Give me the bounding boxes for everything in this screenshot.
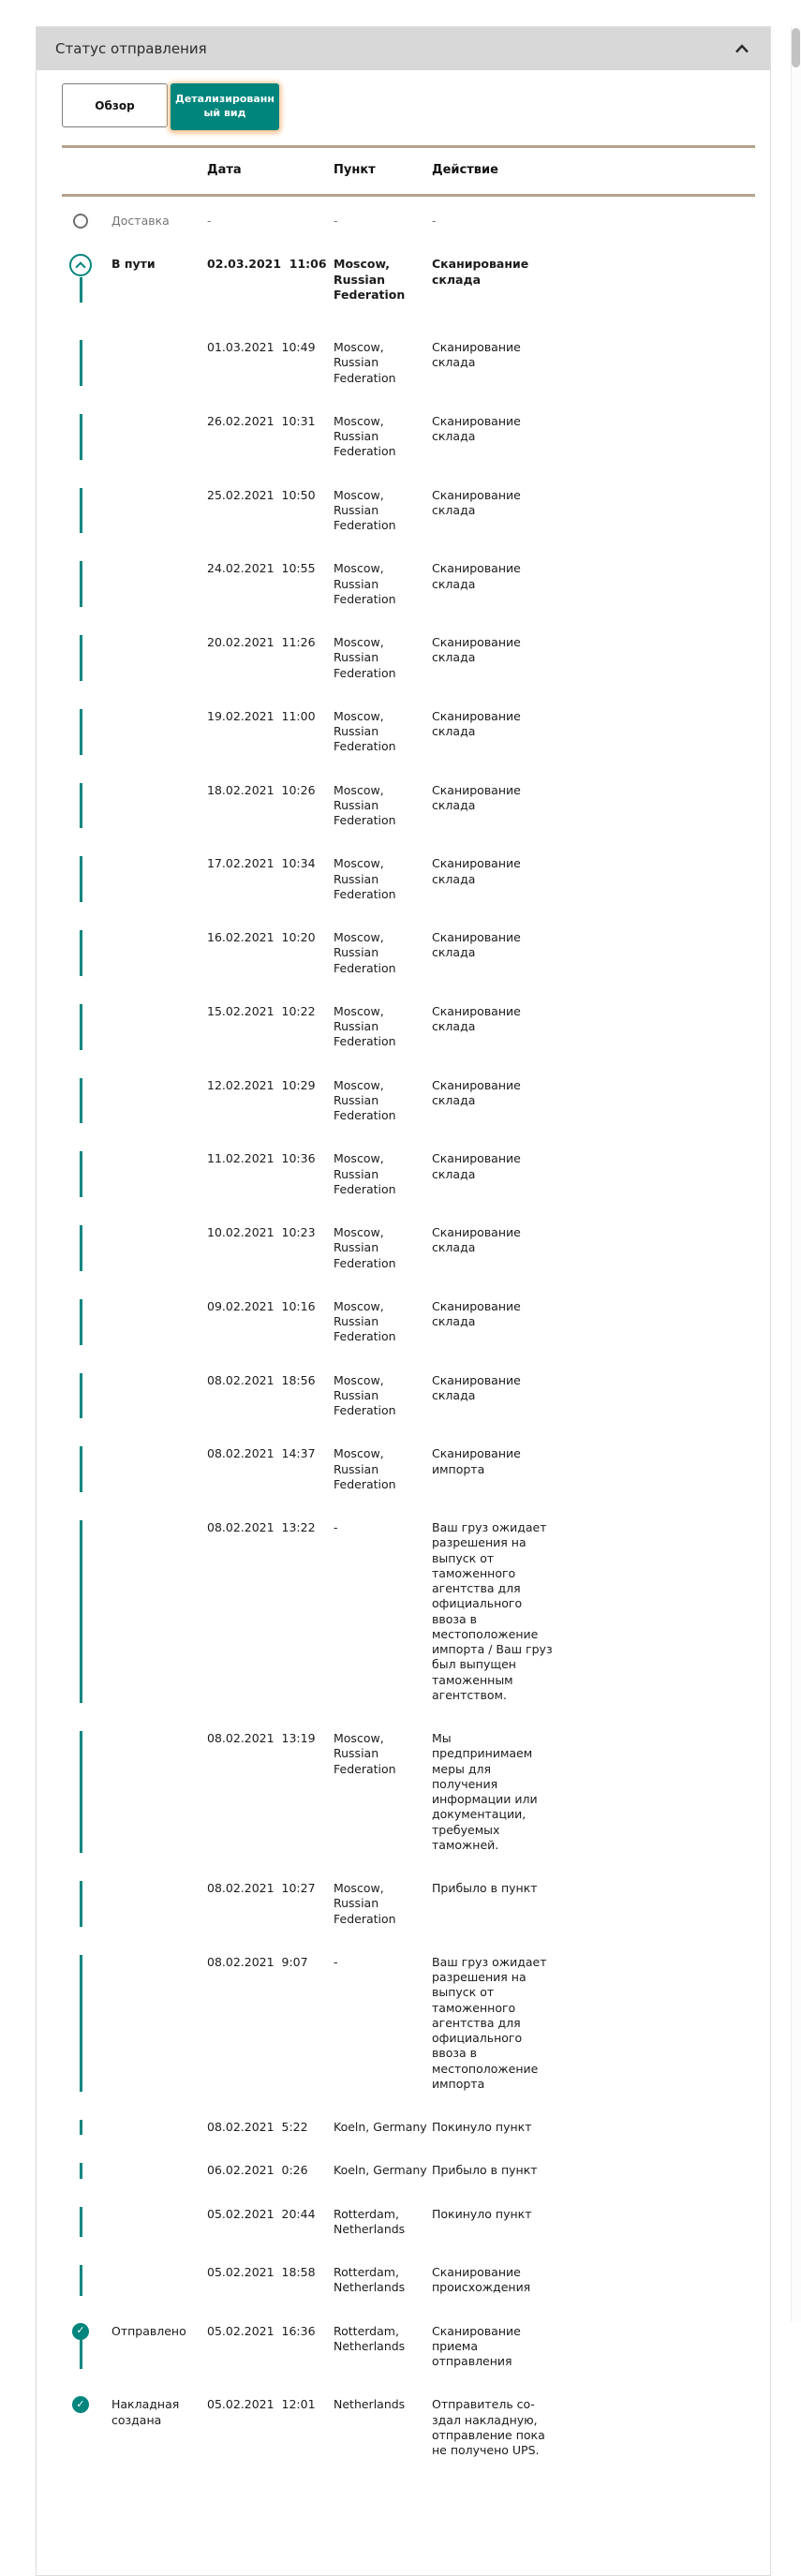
timeline-row: [62, 414, 755, 488]
timeline-row: [62, 2163, 755, 2206]
event-action: Сканирование склада: [432, 487, 521, 517]
timeline-rail: [80, 930, 82, 976]
timeline-rail: [80, 783, 82, 829]
shipment-progress-table: [62, 145, 755, 2486]
empty-circle-icon: [73, 214, 88, 229]
timeline-rail: [80, 1373, 82, 1419]
event-action: Покинуло пункт: [432, 2120, 532, 2134]
status-label: [111, 1955, 207, 2092]
timeline-rail: [80, 1078, 82, 1124]
timeline-row: [62, 930, 755, 1004]
timeline-node: [62, 2207, 111, 2238]
status-label: В пути: [111, 257, 156, 272]
timeline-row: [62, 856, 755, 930]
event-action: Прибыло в пункт: [432, 1881, 538, 1895]
status-label: [111, 1151, 207, 1197]
tab-overview[interactable]: Обзор: [62, 83, 168, 127]
timeline-rail: [80, 1955, 82, 2092]
event-date: 08.02.2021 14:37: [207, 1446, 316, 1461]
collapse-button[interactable]: [733, 40, 751, 58]
event-action: Сканирование склада: [432, 1003, 521, 1033]
timeline-row: [62, 257, 755, 340]
status-label: [111, 340, 207, 386]
event-action: Сканирование склада: [432, 257, 529, 287]
event-location: -: [334, 1520, 338, 1534]
timeline-rail: [80, 709, 82, 755]
timeline-row: [62, 1446, 755, 1520]
status-label: Накладная создана: [111, 2397, 180, 2427]
status-label: [111, 2163, 207, 2178]
timeline-row: [62, 783, 755, 857]
check-circle-icon: ✓: [72, 2323, 89, 2340]
event-location: Moscow, Russian Federation: [334, 1298, 396, 1344]
timeline-row: [62, 1225, 755, 1299]
timeline-rail: [80, 1446, 82, 1492]
event-location: Rotterdam, Netherlands: [334, 2206, 406, 2236]
status-label: [111, 2120, 207, 2135]
timeline-row: [62, 1731, 755, 1881]
event-date: 08.02.2021 13:19: [207, 1731, 316, 1745]
event-action: Сканирование склада: [432, 1151, 521, 1181]
event-action: Отправитель создал накладную, отправление пока не получено UPS.: [432, 2397, 545, 2457]
event-date: 01.03.2021 10:49: [207, 340, 316, 354]
event-date: 20.02.2021 11:26: [207, 635, 316, 649]
event-date: 25.02.2021 10:50: [207, 487, 316, 502]
timeline-row: [62, 2397, 755, 2486]
event-date: 08.02.2021 13:22: [207, 1520, 316, 1534]
timeline-node: [62, 257, 111, 303]
column-header-location: Пункт: [334, 163, 376, 177]
timeline-rail: [80, 2207, 82, 2238]
event-action: Сканирование склада: [432, 413, 521, 443]
event-location: Moscow, Russian Federation: [334, 1151, 396, 1196]
status-label: [111, 488, 207, 534]
status-label: [111, 1520, 207, 1703]
timeline-row: [62, 2120, 755, 2163]
event-date: 09.02.2021 10:16: [207, 1298, 316, 1313]
event-date: 16.02.2021 10:20: [207, 930, 316, 944]
timeline-node: [62, 1373, 111, 1419]
timeline-node: [62, 1955, 111, 2092]
timeline-node: [62, 635, 111, 681]
status-label: [111, 561, 207, 607]
timeline-row: [62, 340, 755, 414]
event-location: Netherlands: [334, 2397, 406, 2412]
event-date: 10.02.2021 10:23: [207, 1225, 316, 1239]
timeline-rows: [62, 197, 755, 2486]
event-action: Сканирование импорта: [432, 1446, 521, 1476]
event-action: Сканирование склада: [432, 635, 521, 665]
timeline-row: [62, 635, 755, 709]
event-action: Сканирование склада: [432, 1372, 521, 1402]
timeline-node: [62, 2120, 111, 2135]
shipment-status-panel: [36, 26, 771, 2576]
event-location: Moscow, Russian Federation: [334, 413, 396, 459]
event-location: Moscow, Russian Federation: [334, 1881, 396, 1926]
event-action: Сканирование происхождения: [432, 2265, 531, 2295]
event-location: Moscow, Russian Federation: [334, 635, 396, 680]
timeline-rail: [80, 340, 82, 386]
timeline-node: [62, 561, 111, 607]
event-date: 19.02.2021 11:00: [207, 708, 316, 723]
timeline-row: [62, 1955, 755, 2120]
timeline-node: [62, 2265, 111, 2296]
column-header-action: Действие: [432, 163, 498, 177]
panel-title: Статус отправления: [55, 40, 207, 57]
timeline-node: [62, 856, 111, 902]
timeline-node: [62, 1078, 111, 1124]
event-date: 24.02.2021 10:55: [207, 561, 316, 576]
event-location: Moscow, Russian Federation: [334, 1372, 396, 1417]
event-action: Покинуло пункт: [432, 2206, 532, 2221]
status-label: [111, 414, 207, 460]
event-action: Сканирование приема отправления: [432, 2323, 521, 2368]
table-header-row: [62, 148, 755, 194]
event-action: Сканирование склада: [432, 930, 521, 960]
event-location: Koeln, Germany: [334, 2163, 427, 2178]
event-date: -: [207, 214, 212, 228]
status-label: Доставка: [111, 214, 170, 228]
view-tabs: [37, 70, 770, 140]
status-label: [111, 1373, 207, 1419]
status-label: [111, 1004, 207, 1050]
event-date: 08.02.2021 18:56: [207, 1372, 316, 1387]
timeline-node: [62, 1446, 111, 1492]
timeline-rail: [80, 2265, 82, 2296]
event-location: Moscow, Russian Federation: [334, 561, 396, 606]
status-label: [111, 1881, 207, 1927]
event-date: 18.02.2021 10:26: [207, 782, 316, 797]
event-date: 06.02.2021 0:26: [207, 2163, 308, 2178]
event-action: Сканирование склада: [432, 1298, 521, 1328]
event-date: 26.02.2021 10:31: [207, 413, 316, 428]
timeline-row: [62, 2265, 755, 2324]
timeline-node: [62, 340, 111, 386]
event-location: Moscow, Russian Federation: [334, 856, 396, 901]
event-location: -: [334, 1954, 338, 1969]
scrollbar-track[interactable]: [791, 26, 801, 2321]
timeline-node: [62, 709, 111, 755]
event-action: Сканирование склада: [432, 708, 521, 738]
scrollbar-thumb[interactable]: [792, 28, 800, 67]
timeline-row: [62, 2324, 755, 2398]
timeline-rail: [80, 2163, 82, 2178]
chevron-up-icon: [734, 42, 749, 56]
timeline-rail: [80, 1520, 82, 1703]
event-location: Rotterdam, Netherlands: [334, 2265, 406, 2295]
timeline-node: [62, 2163, 111, 2178]
column-header-date: Дата: [207, 163, 242, 177]
event-location: Koeln, Germany: [334, 2120, 427, 2134]
timeline-node: [62, 930, 111, 976]
check-circle-icon: ✓: [72, 2396, 89, 2413]
status-label: [111, 1446, 207, 1492]
timeline-row: [62, 1520, 755, 1731]
timeline-node: [62, 214, 111, 229]
timeline-rail: [80, 1299, 82, 1345]
status-label: [111, 783, 207, 829]
status-label: [111, 930, 207, 976]
event-location: Moscow, Russian Federation: [334, 340, 396, 385]
event-location: Moscow, Russian Federation: [334, 1225, 396, 1270]
chevron-circle-icon: [69, 254, 92, 276]
timeline-node: [62, 414, 111, 460]
timeline-rail: [80, 488, 82, 534]
event-action: Мы предпринимаем меры для получения информации или документации, требуемых таможней.: [432, 1731, 538, 1852]
event-location: Moscow, Russian Federation: [334, 1731, 396, 1776]
event-action: Сканирование склада: [432, 1225, 521, 1255]
status-label: [111, 2265, 207, 2296]
status-label: [111, 635, 207, 681]
event-location: Moscow, Russian Federation: [334, 257, 406, 302]
event-location: Moscow, Russian Federation: [334, 1077, 396, 1122]
event-action: Сканирование склада: [432, 1077, 521, 1107]
event-date: 15.02.2021 10:22: [207, 1003, 316, 1018]
status-label: [111, 1299, 207, 1345]
timeline-rail: [80, 1731, 82, 1853]
timeline-rail: [80, 277, 82, 303]
timeline-row: [62, 561, 755, 635]
timeline-node: [62, 1520, 111, 1703]
event-date: 12.02.2021 10:29: [207, 1077, 316, 1092]
timeline-row: [62, 1881, 755, 1955]
event-location: Moscow, Russian Federation: [334, 487, 396, 532]
event-location: Moscow, Russian Federation: [334, 782, 396, 827]
status-label: [111, 856, 207, 902]
timeline-node: [62, 488, 111, 534]
timeline-rail: [80, 1004, 82, 1050]
event-date: 05.02.2021 16:36: [207, 2323, 316, 2338]
event-date: 05.02.2021 20:44: [207, 2206, 316, 2221]
timeline-row: [62, 1078, 755, 1152]
status-label: [111, 709, 207, 755]
status-label: [111, 1078, 207, 1124]
event-date: 11.02.2021 10:36: [207, 1151, 316, 1166]
timeline-row: [62, 1373, 755, 1447]
timeline-row: [62, 1151, 755, 1225]
event-date: 08.02.2021 5:22: [207, 2120, 308, 2134]
timeline-rail: [80, 1881, 82, 1927]
status-label: [111, 1225, 207, 1271]
timeline-rail: [80, 561, 82, 607]
status-label: [111, 2207, 207, 2238]
event-location: Moscow, Russian Federation: [334, 1003, 396, 1049]
timeline-node: [62, 1151, 111, 1197]
status-label: [111, 1731, 207, 1853]
event-action: Сканирование склада: [432, 561, 521, 591]
timeline-node: [62, 2324, 111, 2370]
tab-detailed-view[interactable]: Детализированный вид: [171, 83, 279, 130]
timeline-node: [62, 783, 111, 829]
event-date: 05.02.2021 12:01: [207, 2397, 316, 2412]
event-date: 17.02.2021 10:34: [207, 856, 316, 871]
timeline-rail: [80, 635, 82, 681]
timeline-row: [62, 1004, 755, 1078]
timeline-node: [62, 1881, 111, 1927]
event-action: Прибыло в пункт: [432, 2163, 538, 2178]
event-action: Сканирование склада: [432, 856, 521, 886]
event-date: 05.02.2021 18:58: [207, 2265, 316, 2279]
event-location: Moscow, Russian Federation: [334, 1446, 396, 1491]
status-label: Отправлено: [111, 2323, 186, 2338]
timeline-row: [62, 2207, 755, 2266]
timeline-row: [62, 1299, 755, 1373]
timeline-row: [62, 488, 755, 562]
timeline-node: [62, 1004, 111, 1050]
timeline-row: [62, 709, 755, 783]
event-date: 08.02.2021 10:27: [207, 1881, 316, 1895]
event-location: Moscow, Russian Federation: [334, 708, 396, 754]
event-location: Moscow, Russian Federation: [334, 930, 396, 975]
event-action: -: [432, 214, 437, 228]
event-action: Сканирование склада: [432, 782, 521, 812]
event-action: Ваш груз ожидает разрешения на выпуск от таможенного агентства для официального ввоза в местоположение импорта: [432, 1954, 547, 2091]
timeline-rail: [80, 1225, 82, 1271]
event-date: 08.02.2021 9:07: [207, 1954, 308, 1969]
timeline-node: [62, 1731, 111, 1853]
timeline-node: [62, 2397, 111, 2458]
timeline-row: [62, 214, 755, 257]
event-location: -: [334, 214, 338, 228]
event-action: Сканирование склада: [432, 340, 521, 370]
chevron-up-icon: [75, 262, 85, 273]
event-date: 02.03.2021 11:06: [207, 257, 327, 272]
timeline-node: [62, 1299, 111, 1345]
event-location: Rotterdam, Netherlands: [334, 2323, 406, 2353]
panel-header: [37, 27, 770, 70]
timeline-rail: [80, 2120, 82, 2135]
event-action: Ваш груз ожидает разрешения на выпуск от таможенного агентства для официального ввоза в местоположение импорта / Ваш груз был выпущен таможенным агентством.: [432, 1520, 553, 1702]
timeline-rail: [80, 856, 82, 902]
timeline-node: [62, 1225, 111, 1271]
timeline-rail: [80, 414, 82, 460]
timeline-rail: [80, 1151, 82, 1197]
